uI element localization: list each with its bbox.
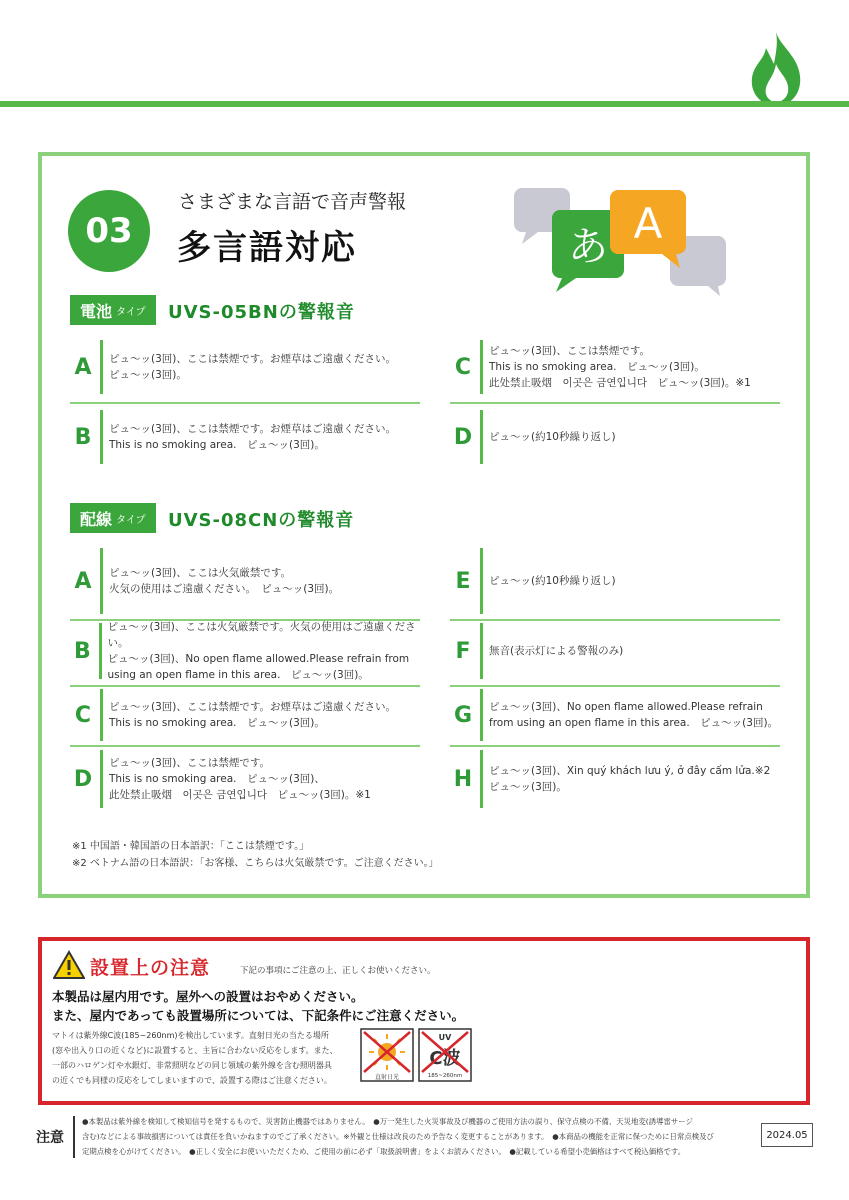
battery-row-d — [450, 410, 780, 464]
row-text: ピュ〜ッ(3回)、ここは禁煙です。 This is no smoking area. ピュ〜ッ(3回)、 此处禁止吸烟 이곳은 금연입니다 ピュ〜ッ(3回)。※1 — [109, 757, 371, 801]
row-text: ピュ〜ッ(約10秒繰り返し) — [489, 575, 616, 587]
divider — [450, 402, 780, 404]
glyph-en: A — [633, 199, 663, 248]
row-letter: C — [454, 354, 472, 380]
row-text: ピュ〜ッ(3回)、No open flame allowed.Please refrain from using an open flame in this area. ピュ〜ッ(3回)。 — [489, 701, 779, 729]
row-letter: H — [453, 766, 473, 792]
row-text: ピュ〜ッ(約10秒繰り返し) — [489, 431, 616, 443]
pict2-bottom: 185~260nm — [427, 1073, 463, 1079]
battery-row-c — [450, 340, 780, 394]
row-bar — [100, 548, 103, 614]
battery-section-title: UVS-05BNの警報音 — [168, 302, 355, 323]
caution-subtitle: 下記の事項にご注意の上、正しくお使いください。 — [240, 966, 436, 976]
row-letter: G — [453, 702, 473, 728]
row-bar — [480, 623, 483, 679]
pict2-top: UV — [438, 1033, 452, 1042]
battery-tag-suffix: タイプ — [116, 306, 146, 318]
row-text: ピュ〜ッ(3回)、ここは火気厳禁です。火気の使用はご遠慮ください。 ピュ〜ッ(3回)、No open flame allowed.Please refrain from using an open flame in this area. ピュ〜ッ(3回)。 — [107, 621, 416, 681]
wired-tag-label: 配線 — [80, 509, 113, 529]
row-letter: D — [73, 766, 93, 792]
caution-main-text: 本製品は屋内用です。屋外への設置はおやめください。 また、屋内であっても設置場所については、下記条件にご注意ください。 — [52, 989, 465, 1023]
caution-body-text: マトイは紫外線C波(185~260nm)を検出しています。直射日光の当たる場所 (窓や出入り口の近くなど)に設置すると、主旨に合わない反応をします。また、 一部のハロゲン灯や水銀灯、非常照明などの同じ領域の紫外線を含む照明器具 の近くでも同様の反応をしてしまいますので、設置する際はご注意ください。 — [52, 1031, 338, 1085]
footer-divider — [73, 1116, 75, 1158]
row-bar — [100, 689, 103, 741]
row-text: ピュ〜ッ(3回)、ここは禁煙です。お煙草はご遠慮ください。 This is no smoking area. ピュ〜ッ(3回)。 — [109, 423, 397, 451]
row-letter: D — [453, 424, 473, 450]
row-letter: C — [74, 702, 92, 728]
divider — [70, 685, 420, 687]
row-bar — [480, 689, 483, 741]
no-direct-sunlight-icon — [360, 1028, 414, 1082]
row-bar — [480, 410, 483, 464]
footer-label: 注意 — [36, 1130, 64, 1146]
glyph-ja: あ — [568, 224, 608, 270]
row-bar — [100, 410, 103, 464]
row-text: ピュ〜ッ(3回)、Xin quý khách lưu ý, ở đây cấm lửa.※2 ピュ〜ッ(3回)。 — [489, 765, 771, 793]
row-text: ピュ〜ッ(3回)、ここは禁煙です。お煙草はご遠慮ください。 This is no smoking area. ピュ〜ッ(3回)。 — [109, 701, 397, 729]
battery-tag-label: 電池 — [80, 301, 113, 321]
row-letter: A — [74, 354, 92, 380]
feature-title: 多言語対応 — [177, 228, 357, 268]
pict2-mid: C波 — [429, 1048, 461, 1069]
row-letter: F — [455, 638, 471, 664]
battery-type-tag — [70, 295, 156, 325]
divider — [450, 685, 780, 687]
row-bar — [100, 340, 103, 394]
row-bar — [100, 750, 103, 808]
divider — [450, 619, 780, 621]
row-letter: B — [74, 424, 92, 450]
divider — [70, 745, 420, 747]
row-letter: E — [455, 568, 471, 594]
wired-row-b — [70, 623, 420, 679]
feature-subtitle: さまざまな言語で音声警報 — [178, 191, 407, 213]
wired-type-tag — [70, 503, 156, 533]
flame-icon — [746, 30, 806, 108]
wired-tag-suffix: タイプ — [116, 514, 146, 526]
row-letter: B — [73, 638, 91, 664]
battery-row-a — [70, 340, 420, 394]
footer-notes: ●本製品は紫外線を検知して検知信号を発するもので、災害防止機器ではありません。 ●万一発生した火災事故及び機器のご使用方法の誤り、保守点検の不備、天災地変(誘導雷サージ 含む)などによる事故損害については責任を負いかねますのでご了承ください。※外観と仕様は改良のため予告なく変更することがあります。 ●本商品の機能を正常に保つために日常点検及び 定期点検を心がけてください。 ●正しく安全にお使いいただくため、ご使用の前に必ず「取扱説明書」をよくお読みください。 ●記載している希望小売価格はすべて税込価格です。 — [82, 1117, 714, 1156]
battery-row-b — [70, 410, 420, 464]
row-text: ピュ〜ッ(3回)、ここは火気厳禁です。 火気の使用はご遠慮ください。 ピュ〜ッ(3回)。 — [109, 567, 340, 595]
caution-title: 設置上の注意 — [90, 957, 211, 979]
row-bar — [480, 340, 483, 394]
wired-row-a — [70, 548, 420, 614]
wired-row-e — [450, 548, 780, 614]
speech-bubbles-illustration — [512, 180, 730, 298]
row-text: 無音(表示灯による警報のみ) — [489, 645, 624, 657]
row-bar — [99, 623, 102, 679]
row-bar — [480, 548, 483, 614]
row-bar — [480, 750, 483, 808]
pict1-label: 直射日光 — [374, 1074, 400, 1081]
header-rule — [0, 101, 849, 107]
row-text: ピュ〜ッ(3回)、ここは禁煙です。 This is no smoking area. ピュ〜ッ(3回)。 此处禁止吸烟 이곳은 금연입니다 ピュ〜ッ(3回)。※1 — [489, 345, 751, 389]
wired-row-g — [450, 689, 780, 741]
row-letter: A — [74, 568, 92, 594]
wired-row-f — [450, 623, 780, 679]
wired-row-d — [70, 750, 420, 808]
row-text: ピュ〜ッ(3回)、ここは禁煙です。お煙草はご遠慮ください。 ピュ〜ッ(3回)。 — [109, 353, 397, 381]
edition-date: 2024.05 — [761, 1123, 813, 1147]
warning-icon — [53, 950, 85, 980]
wired-row-h — [450, 750, 780, 808]
uv-c-wave-icon — [418, 1028, 472, 1082]
translation-notes: ※1 中国語・韓国語の日本語訳：「ここは禁煙です。」 ※2 ベトナム語の日本語訳：「お客様、こちらは火気厳禁です。ご注意ください。」 — [72, 841, 439, 869]
feature-number-badge: 03 — [68, 190, 150, 272]
wired-row-c — [70, 689, 420, 741]
divider — [450, 745, 780, 747]
wired-section-title: UVS-08CNの警報音 — [168, 510, 355, 531]
divider — [70, 402, 420, 404]
